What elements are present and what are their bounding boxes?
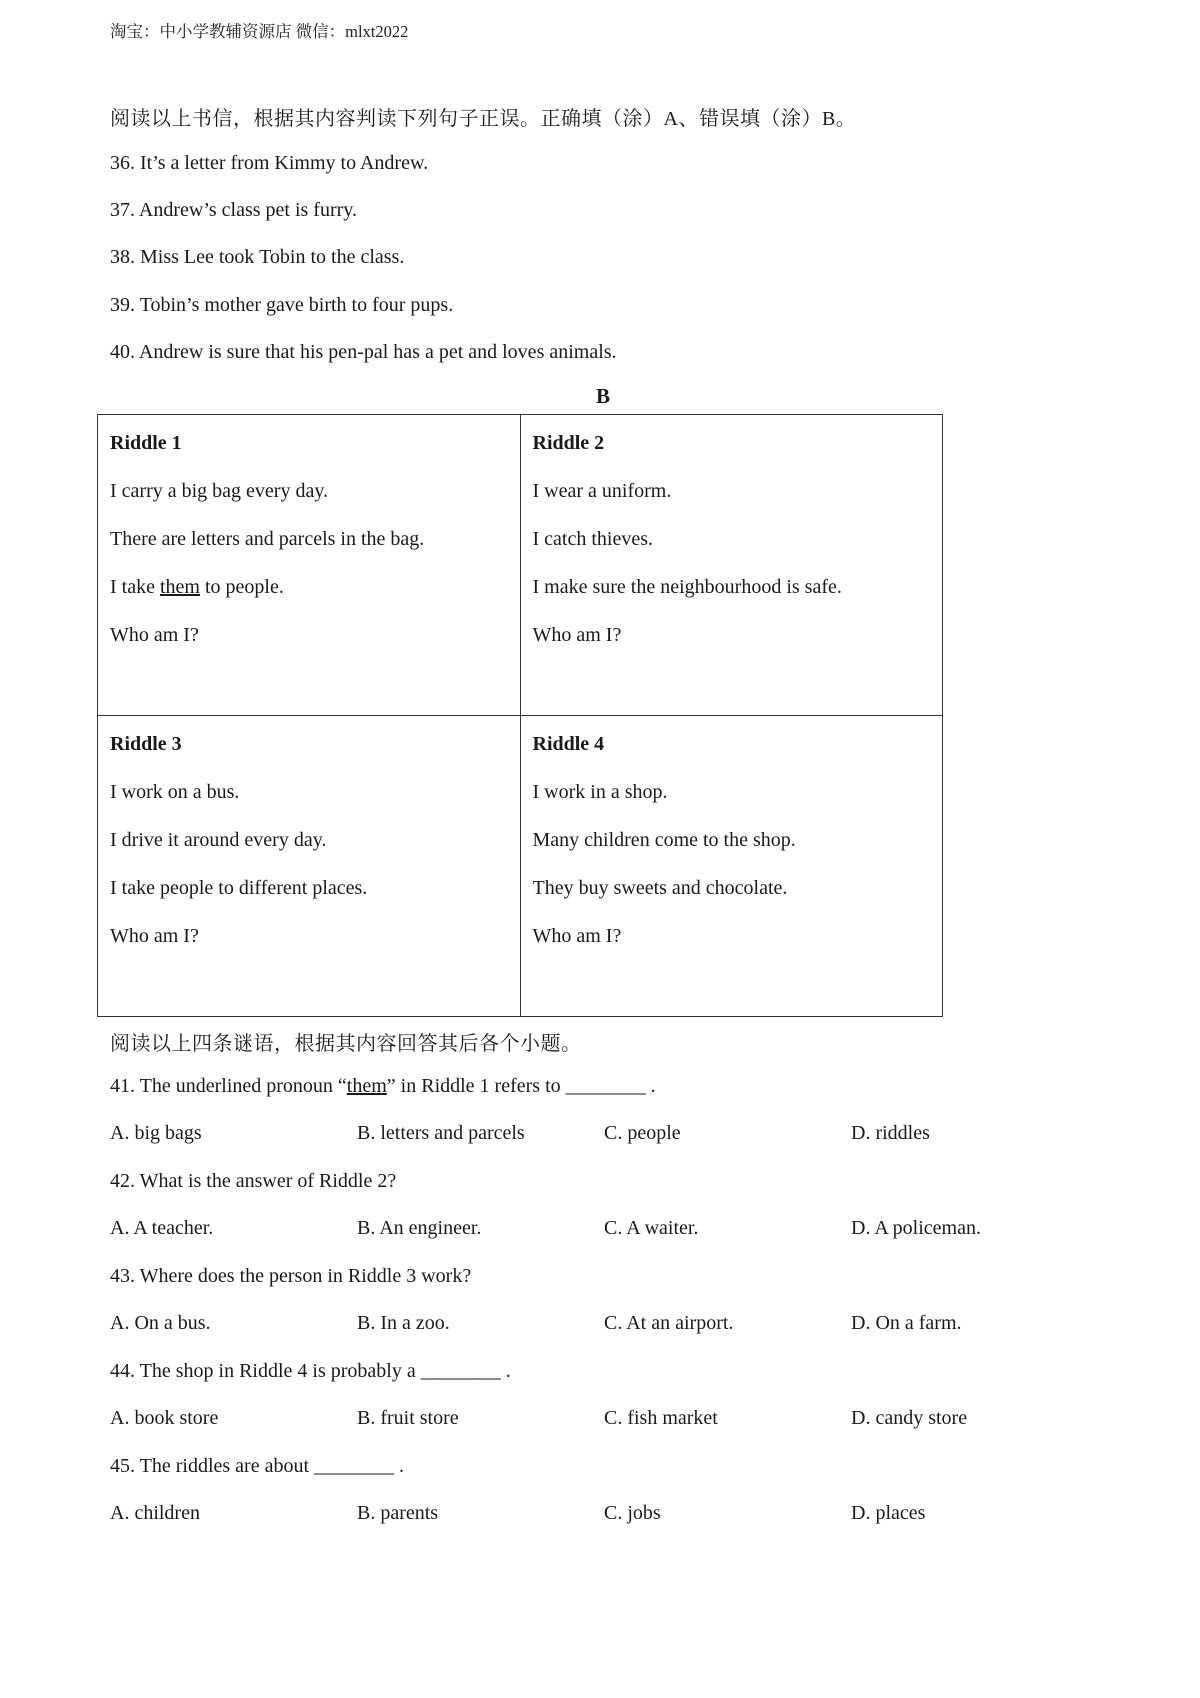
riddle-1-cell <box>98 415 521 716</box>
riddle-3-line-3: I take people to different places. <box>110 877 368 899</box>
option-44-b[interactable]: B. fruit store <box>357 1407 459 1429</box>
riddle-1-title: Riddle 1 <box>110 432 182 454</box>
riddle-2-line-1: I wear a uniform. <box>532 480 672 502</box>
riddle-1-line-4: Who am I? <box>110 624 199 646</box>
riddles-row-1 <box>98 415 943 716</box>
riddle-4-cell <box>520 716 943 1017</box>
part-b-instruction: 阅读以上四条谜语，根据其内容回答其后各个小题。 <box>110 1033 582 1055</box>
tf-item-37: 37. Andrew’s class pet is furry. <box>110 199 357 221</box>
option-42-a[interactable]: A. A teacher. <box>110 1217 214 1239</box>
riddles-table <box>97 414 943 1017</box>
option-44-a[interactable]: A. book store <box>110 1407 219 1429</box>
riddle-1-line-3-end: to people. <box>199 576 284 598</box>
riddle-1-line-2: There are letters and parcels in the bag. <box>110 528 425 550</box>
option-42-b[interactable]: B. An engineer. <box>357 1217 482 1239</box>
riddle-4-line-1: I work in a shop. <box>532 781 668 803</box>
riddle-3-line-2: I drive it around every day. <box>110 829 327 851</box>
riddle-4-line-2: Many children come to the shop. <box>532 829 796 851</box>
riddle-1-line-3 <box>110 575 508 599</box>
question-44: 44. The shop in Riddle 4 is probably a ________ . <box>110 1360 511 1382</box>
option-42-d[interactable]: D. A policeman. <box>851 1217 981 1239</box>
tf-item-39: 39. Tobin’s mother gave birth to four pups. <box>110 294 454 316</box>
section-b-title: B <box>595 384 610 408</box>
option-45-d[interactable]: D. places <box>851 1502 926 1524</box>
riddle-3-line-4: Who am I? <box>110 925 199 947</box>
riddle-2-line-4: Who am I? <box>532 624 622 646</box>
tf-item-38: 38. Miss Lee took Tobin to the class. <box>110 246 405 268</box>
riddle-4-title: Riddle 4 <box>532 733 605 755</box>
option-44-c[interactable]: C. fish market <box>604 1407 718 1429</box>
riddle-4-line-3: They buy sweets and chocolate. <box>532 877 788 899</box>
question-43: 43. Where does the person in Riddle 3 work? <box>110 1265 472 1287</box>
option-45-b[interactable]: B. parents <box>357 1502 439 1524</box>
option-43-d[interactable]: D. On a farm. <box>851 1312 962 1334</box>
option-41-a[interactable]: A. big bags <box>110 1122 202 1144</box>
riddle-4-line-4: Who am I? <box>532 925 622 947</box>
option-43-c[interactable]: C. At an airport. <box>604 1312 734 1334</box>
riddle-3-cell <box>98 716 521 1017</box>
riddle-2-line-2: I catch thieves. <box>532 528 653 550</box>
question-42: 42. What is the answer of Riddle 2? <box>110 1170 397 1192</box>
option-43-a[interactable]: A. On a bus. <box>110 1312 211 1334</box>
question-45: 45. The riddles are about ________ . <box>110 1455 405 1477</box>
riddle-3-line-1: I work on a bus. <box>110 781 240 803</box>
page-header: 淘宝：中小学教辅资源店 微信：mlxt2022 <box>110 22 409 41</box>
option-45-c[interactable]: C. jobs <box>604 1502 661 1524</box>
question-41 <box>110 1075 656 1098</box>
option-41-c[interactable]: C. people <box>604 1122 681 1144</box>
option-44-d[interactable]: D. candy store <box>851 1407 968 1429</box>
q41-underlined-them: them <box>346 1075 387 1097</box>
riddle-1-line-1: I carry a big bag every day. <box>110 480 329 502</box>
riddles-row-2 <box>98 716 943 1017</box>
riddle-2-line-3: I make sure the neighbourhood is safe. <box>532 576 842 598</box>
riddle-1-line-3-start: I take <box>110 576 160 598</box>
underlined-them: them <box>159 576 200 598</box>
q41-start: 41. The underlined pronoun “ <box>110 1075 347 1097</box>
tf-item-40: 40. Andrew is sure that his pen-pal has a pet and loves animals. <box>110 341 617 363</box>
part-a-instruction: 阅读以上书信，根据其内容判读下列句子正误。正确填（涂）A、错误填（涂）B。 <box>110 108 857 130</box>
option-41-d[interactable]: D. riddles <box>851 1122 930 1144</box>
q41-end: ” in Riddle 1 refers to ________ . <box>386 1075 656 1097</box>
tf-item-36: 36. It’s a letter from Kimmy to Andrew. <box>110 152 429 174</box>
riddle-2-cell <box>520 415 943 716</box>
option-41-b[interactable]: B. letters and parcels <box>357 1122 525 1144</box>
option-43-b[interactable]: B. In a zoo. <box>357 1312 450 1334</box>
option-42-c[interactable]: C. A waiter. <box>604 1217 699 1239</box>
riddle-2-title: Riddle 2 <box>532 432 605 454</box>
option-45-a[interactable]: A. children <box>110 1502 200 1524</box>
riddle-3-title: Riddle 3 <box>110 733 182 755</box>
